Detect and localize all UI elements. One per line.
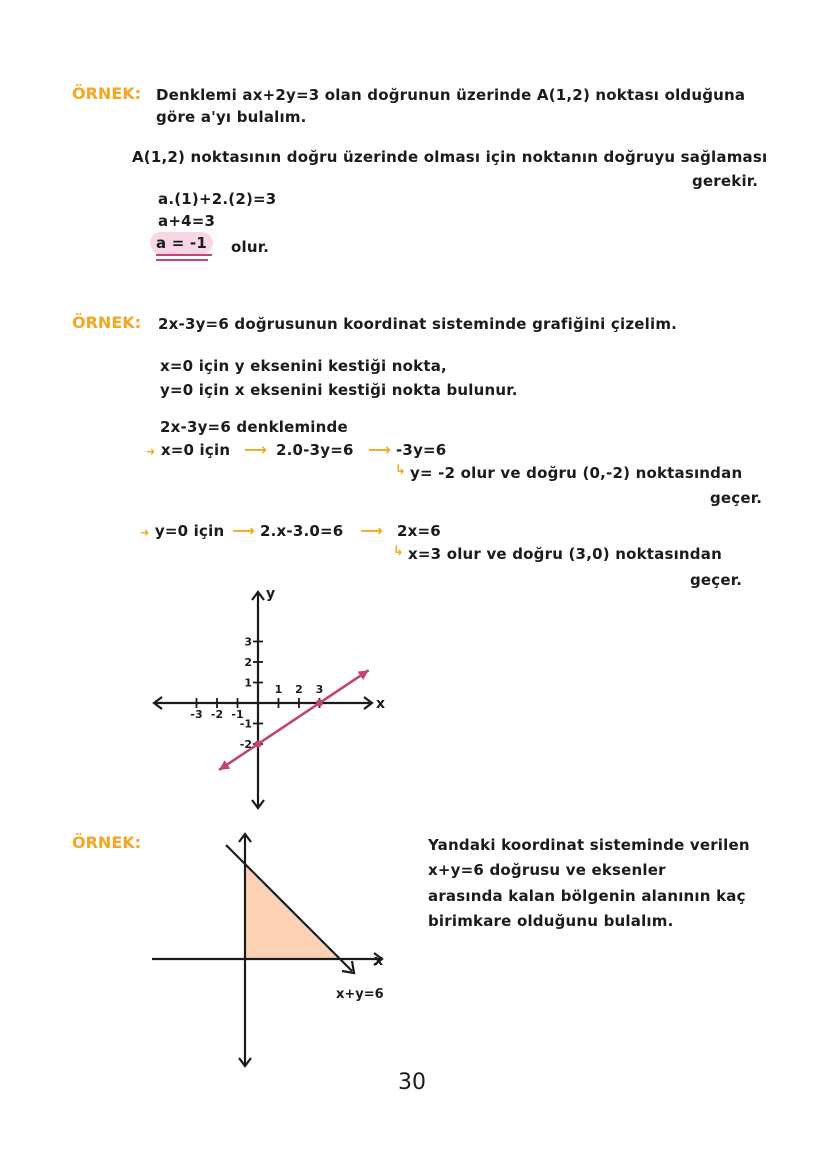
ex2-b-condition: y=0 için [154, 522, 225, 540]
ex2-b-step: 2.x-3.0=6 [260, 522, 344, 540]
triangle-region-graph [146, 826, 396, 1076]
y-tick-label: 1 [244, 676, 252, 690]
turn-arrow-icon: ↳ [395, 463, 406, 478]
example-label-1: ÖRNEK: [72, 84, 142, 103]
ex2-title: 2x-3y=6 doğrusunun koordinat sisteminde grafiğini çizelim. [158, 315, 678, 333]
x-tick-label: -3 [190, 708, 203, 721]
bullet-arrow-icon: ➜ [146, 445, 156, 458]
ex1-result-highlight: a = -1 [150, 232, 213, 254]
x-tick-label: -2 [210, 708, 224, 721]
bullet-arrow-icon: ➜ [140, 526, 150, 539]
graph-2x-3y-6 [140, 580, 400, 820]
ex2-a-result-2: geçer. [710, 489, 763, 507]
line-label: x+y=6 [336, 987, 384, 1002]
x-tick-label: 2 [295, 683, 303, 696]
example-label-2: ÖRNEK: [72, 313, 142, 332]
ex1-result-tail: olur. [231, 238, 270, 256]
x-axis-label: x [374, 953, 384, 969]
ex2-a-condition: x=0 için [160, 441, 231, 459]
page-number: 30 [398, 1070, 426, 1095]
ex3-text1: Yandaki koordinat sisteminde verilen [428, 836, 750, 854]
result-underline [156, 254, 212, 256]
ex1-step1: a.(1)+2.(2)=3 [158, 190, 277, 208]
ex2-a-step: 2.0-3y=6 [276, 441, 354, 459]
point-0-neg2 [255, 741, 262, 748]
arrow-right-icon: ⟶ [368, 440, 391, 459]
x-axis-label: x [376, 696, 386, 712]
ex1-line1: Denklemi ax+2y=3 olan doğrunun üzerinde A(1,2) noktası olduğuna [156, 86, 746, 104]
y-axis-label: y [266, 586, 276, 602]
ex2-rule1: x=0 için y eksenini kestiği nokta, [160, 357, 447, 375]
y-tick-label: -1 [239, 717, 252, 731]
x-tick-label: 3 [315, 683, 324, 696]
arrow-right-icon: ⟶ [232, 521, 255, 540]
ex2-case-a [146, 441, 230, 459]
ex2-a-step2: -3y=6 [396, 441, 447, 459]
ex3-text4: birimkare olduğunu bulalım. [428, 912, 674, 930]
ex2-b-step2: 2x=6 [397, 522, 441, 540]
ex2-rule2: y=0 için x eksenini kestiği nokta bulunur. [160, 381, 518, 399]
point-3-0 [316, 700, 323, 707]
result-underline-2 [156, 259, 208, 261]
ex3-text3: arasında kalan bölgenin alanının kaç [428, 887, 746, 905]
ex2-a-result: y= -2 olur ve doğru (0,-2) noktasından [410, 464, 743, 482]
arrow-right-icon: ⟶ [244, 440, 267, 459]
example-label-3: ÖRNEK: [72, 833, 142, 852]
ex3-text2: x+y=6 doğrusu ve eksenler [428, 861, 666, 879]
ex2-case-b [140, 522, 224, 540]
ex1-explanation: A(1,2) noktasının doğru üzerinde olması için noktanın doğruyu sağlaması [132, 148, 768, 166]
ex1-line2: göre a'yı bulalım. [156, 108, 307, 126]
arrow-right-icon: ⟶ [360, 521, 383, 540]
y-tick-label: 3 [244, 635, 252, 649]
ex1-step2: a+4=3 [158, 212, 216, 230]
ex1-explanation-2: gerekir. [692, 172, 759, 190]
y-tick-label: 2 [244, 656, 252, 669]
ex1-result [150, 234, 213, 252]
y-tick-label: -2 [239, 738, 252, 751]
x-tick-label: 1 [274, 683, 283, 696]
ex2-b-result-2: geçer. [690, 571, 743, 589]
x-tick-label: -1 [231, 708, 244, 721]
ex2-intro: 2x-3y=6 denkleminde [160, 418, 348, 436]
turn-arrow-icon: ↳ [393, 544, 404, 559]
ex2-b-result: x=3 olur ve doğru (3,0) noktasından [408, 545, 722, 563]
